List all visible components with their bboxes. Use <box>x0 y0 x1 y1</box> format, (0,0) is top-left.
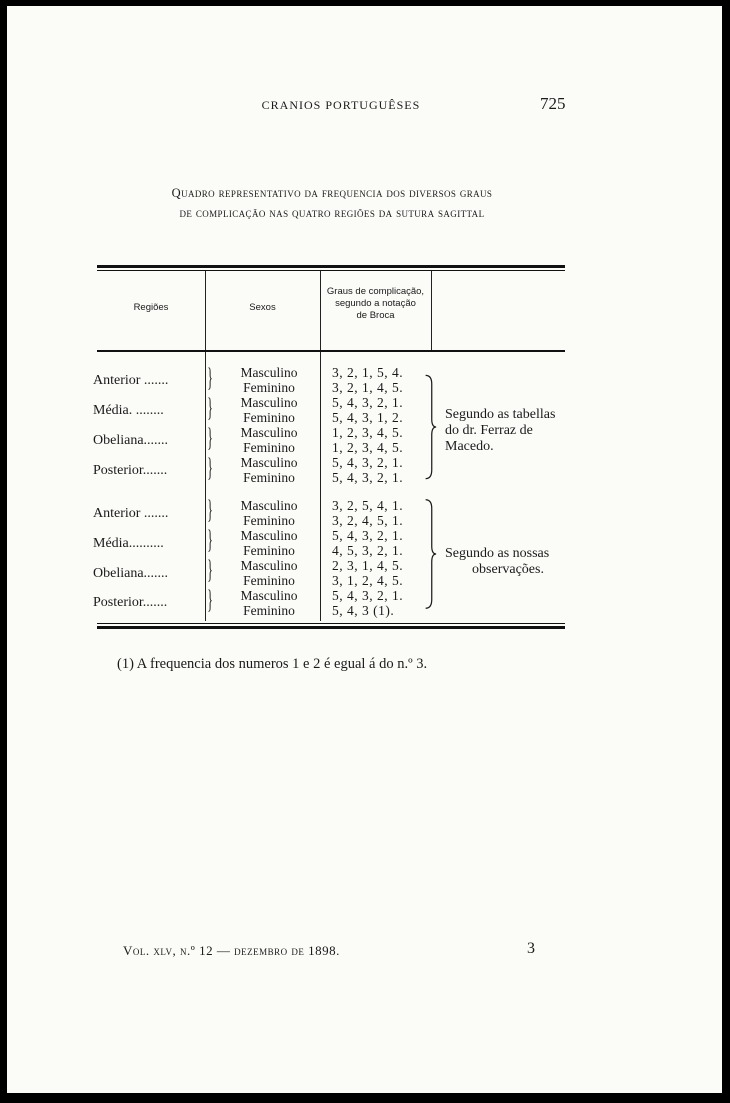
sex-label: Feminino <box>243 470 295 485</box>
grades-value: 3, 2, 4, 5, 1. <box>332 513 404 528</box>
group-1-note <box>445 407 571 455</box>
bottom-rule-thick <box>97 626 565 629</box>
grades-value: 4, 5, 3, 2, 1. <box>332 543 404 558</box>
grades-value: 5, 4, 3, 2, 1. <box>332 395 404 410</box>
row-brace: } <box>207 423 213 452</box>
grades-value: 5, 4, 3, 1, 2. <box>332 410 404 425</box>
col-header-sexes: Sexos <box>249 302 276 313</box>
region-label: Posterior....... <box>93 595 168 610</box>
grades-value: 5, 4, 3 (1). <box>332 603 395 618</box>
bottom-rule-thin <box>97 623 565 624</box>
col-header-grades <box>320 286 431 322</box>
sex-label: Masculino <box>240 425 298 440</box>
grades-value: 3, 2, 1, 4, 5. <box>332 380 404 395</box>
col-header-regions: Regiões <box>133 302 169 313</box>
grades-value: 3, 2, 1, 5, 4. <box>332 365 404 380</box>
grades-value: 1, 2, 3, 4, 5. <box>332 425 404 440</box>
group-2-note-line-2: observações. <box>472 562 544 577</box>
volume-footer: Vol. xlv, n.º 12 — dezembro de 1898. <box>123 943 340 958</box>
row-brace: } <box>207 363 213 392</box>
table-title-line-1: Quadro representativo da frequencia dos diversos graus <box>171 186 493 200</box>
sex-label: Feminino <box>243 410 295 425</box>
table-title-line-2: de complicação nas quatro regiões da sutura sagittal <box>179 206 485 220</box>
grades-value: 3, 1, 2, 4, 5. <box>332 573 404 588</box>
group-2-brace <box>423 490 437 618</box>
page-number: 725 <box>540 94 566 113</box>
document-page <box>7 6 722 1093</box>
top-rule-thick <box>97 265 565 268</box>
group-1-note-line-3: Macedo. <box>445 439 494 454</box>
col-divider-2 <box>320 271 321 621</box>
grades-value: 5, 4, 3, 2, 1. <box>332 470 404 485</box>
group-1-note-line-2: do dr. Ferraz de <box>445 423 533 438</box>
group-2-note-line-1: Segundo as nossas <box>445 546 550 561</box>
group-1-brace <box>423 366 437 488</box>
region-label: Anterior ....... <box>93 373 169 388</box>
grades-value: 5, 4, 3, 2, 1. <box>332 588 404 603</box>
region-label: Posterior....... <box>93 463 168 478</box>
signature-mark: 3 <box>527 940 535 957</box>
row-brace: } <box>207 555 213 584</box>
header-rule <box>97 350 565 352</box>
col-header-grades-line-2: segundo a notação <box>335 298 416 309</box>
row-brace: } <box>207 495 213 524</box>
sex-label: Feminino <box>243 573 295 588</box>
region-label: Média. ........ <box>93 403 164 418</box>
row-brace: } <box>207 525 213 554</box>
row-brace: } <box>207 393 213 422</box>
sex-label: Feminino <box>243 603 295 618</box>
grades-value: 2, 3, 1, 4, 5. <box>332 558 404 573</box>
region-label: Anterior ....... <box>93 506 169 521</box>
sex-label: Masculino <box>240 365 298 380</box>
grades-value: 1, 2, 3, 4, 5. <box>332 440 404 455</box>
top-rule-thin <box>97 270 565 271</box>
sex-label: Masculino <box>240 455 298 470</box>
grades-value: 5, 4, 3, 2, 1. <box>332 455 404 470</box>
region-label: Média.......... <box>93 536 164 551</box>
region-label: Obeliana....... <box>93 433 169 448</box>
col-divider-3 <box>431 271 432 351</box>
running-title: CRANIOS PORTUGUÊSES <box>261 98 421 112</box>
grades-value: 3, 2, 5, 4, 1. <box>332 498 404 513</box>
table-title <box>97 183 567 223</box>
grades-value: 5, 4, 3, 2, 1. <box>332 528 404 543</box>
sex-label: Feminino <box>243 380 295 395</box>
sex-label: Feminino <box>243 440 295 455</box>
region-label: Obeliana....... <box>93 566 169 581</box>
sex-label: Feminino <box>243 513 295 528</box>
row-brace: } <box>207 453 213 482</box>
footnote: (1) A frequencia dos numeros 1 e 2 é egual á do n.º 3. <box>117 656 428 672</box>
col-header-grades-line-3: de Broca <box>356 310 395 321</box>
sex-label: Masculino <box>240 528 298 543</box>
group-2-note <box>445 546 571 578</box>
sex-label: Masculino <box>240 588 298 603</box>
group-1-note-line-1: Segundo as tabellas <box>445 407 556 422</box>
sex-label: Masculino <box>240 558 298 573</box>
sex-label: Feminino <box>243 543 295 558</box>
col-header-grades-line-1: Graus de complicação, <box>326 286 425 297</box>
sex-label: Masculino <box>240 395 298 410</box>
sex-label: Masculino <box>240 498 298 513</box>
row-brace: } <box>207 585 213 614</box>
